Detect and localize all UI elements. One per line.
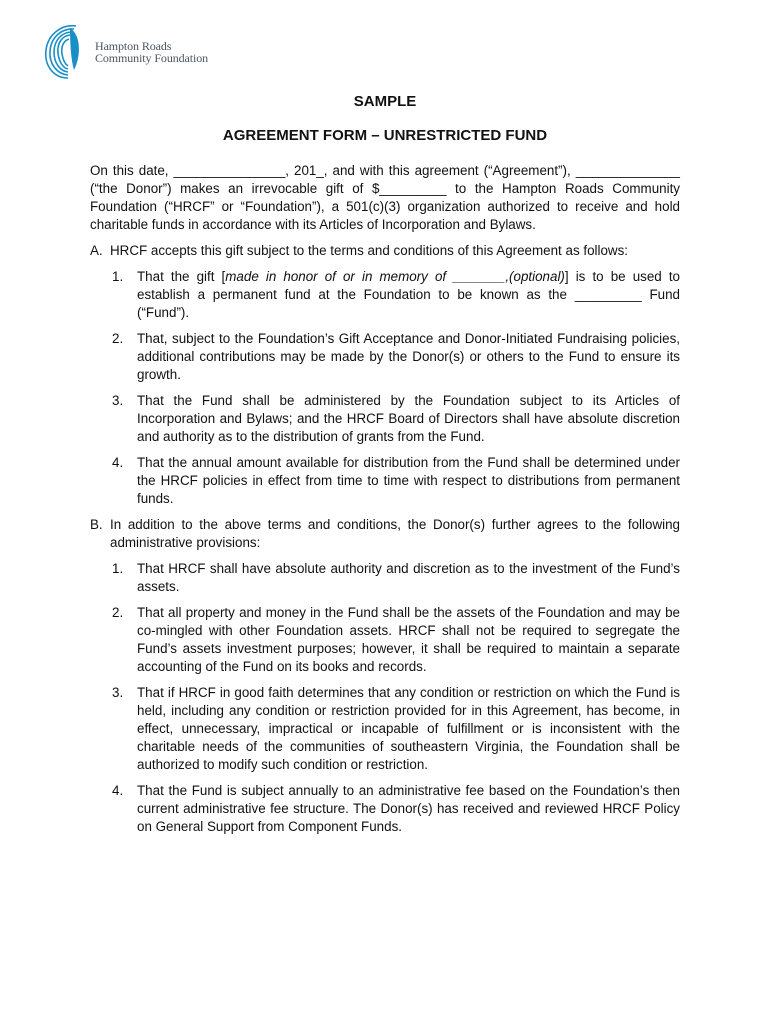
item-text: That HRCF shall have absolute authority and discretion as to the investment of the Fund’s assets. [137, 561, 680, 594]
item-number: 1. [112, 561, 124, 576]
list-item [112, 604, 680, 676]
item-text-post: ] is to be used to establish a permanent fund at the Foundation to be known as the _________ Fund (“Fund”). [137, 269, 681, 320]
item-number: 1. [112, 269, 124, 284]
item-number: 4. [112, 455, 124, 470]
section-b-list [112, 560, 680, 836]
list-item [112, 392, 680, 446]
item-number: 2. [112, 605, 124, 620]
section-a [90, 242, 680, 260]
item-text: That the Fund shall be administered by the Foundation subject to its Articles of Incorporation and Bylaws; and the HRCF Board of Directors shall have absolute discretion and authority as to the distribution of grants from the Fund. [137, 393, 680, 444]
item-text [137, 268, 680, 322]
list-item [112, 684, 680, 774]
item-text: That if HRCF in good faith determines that any condition or restriction on which the Fund is held, including any condition or restriction provided for in this Agreement, has become, in effect, unnecessary, impractical or incapable of fulfillment or is inconsistent with the charitable needs of the communities of southeastern Virginia, the Foundation shall be authorized to modify such condition or restriction. [137, 685, 680, 772]
list-item [112, 330, 680, 384]
section-b [90, 516, 680, 552]
document-title: SAMPLE [353, 93, 417, 110]
section-b-text: In addition to the above terms and conditions, the Donor(s) further agrees to the following administrative provisions: [110, 517, 680, 550]
logo-wordmark [95, 40, 208, 64]
section-a-label: A. [90, 243, 103, 258]
item-text: That all property and money in the Fund shall be the assets of the Foundation and may be co-mingled with other Foundation assets. HRCF shall not be required to segregate the Fund’s assets investment purposes; however, it shall be required to maintain a separate accounting of the Fund on its books and records. [137, 605, 680, 674]
item-text-italic: made in honor of or in memory of _______,(optional) [225, 269, 565, 284]
section-b-label: B. [90, 517, 103, 532]
document-subtitle: AGREEMENT FORM – UNRESTRICTED FUND [222, 127, 548, 144]
list-item [112, 782, 680, 836]
item-text: That, subject to the Foundation’s Gift Acceptance and Donor-Initiated Fundraising policies, additional contributions may be made by the Donor(s) or others to the Fund to ensure its growth. [137, 331, 680, 382]
logo-line-1: Hampton Roads [95, 39, 172, 53]
document-body [90, 92, 680, 836]
item-number: 3. [112, 685, 124, 700]
header-logo [40, 20, 240, 82]
item-number: 4. [112, 783, 124, 798]
list-item [112, 268, 680, 322]
intro-paragraph: On this date, _______________, 201_, and with this agreement (“Agreement”), ______________ (“the Donor”) makes an irrevocable gift of $_________ to the Hampton Roads Community Foundation (“HRCF” or “Foundation”), a 501(c)(3) organization authorized to receive and hold charitable funds in accordance with its Articles of Incorporation and Bylaws. [90, 163, 680, 232]
item-text: That the Fund is subject annually to an administrative fee based on the Foundation’s then current administrative fee structure. The Donor(s) has received and reviewed HRCF Policy on General Support from Component Funds. [137, 783, 680, 834]
item-text: That the annual amount available for distribution from the Fund shall be determined under the HRCF policies in effect from time to time with respect to distributions from permanent funds. [137, 455, 680, 506]
item-text-pre: That the gift [ [137, 269, 226, 284]
item-number: 3. [112, 393, 124, 408]
foundation-swirl-logo-icon [40, 20, 90, 82]
item-number: 2. [112, 331, 124, 346]
section-a-list [112, 268, 680, 508]
list-item [112, 560, 680, 596]
logo-line-2: Community Foundation [95, 51, 209, 65]
list-item [112, 454, 680, 508]
section-a-text: HRCF accepts this gift subject to the terms and conditions of this Agreement as follows: [110, 243, 629, 258]
